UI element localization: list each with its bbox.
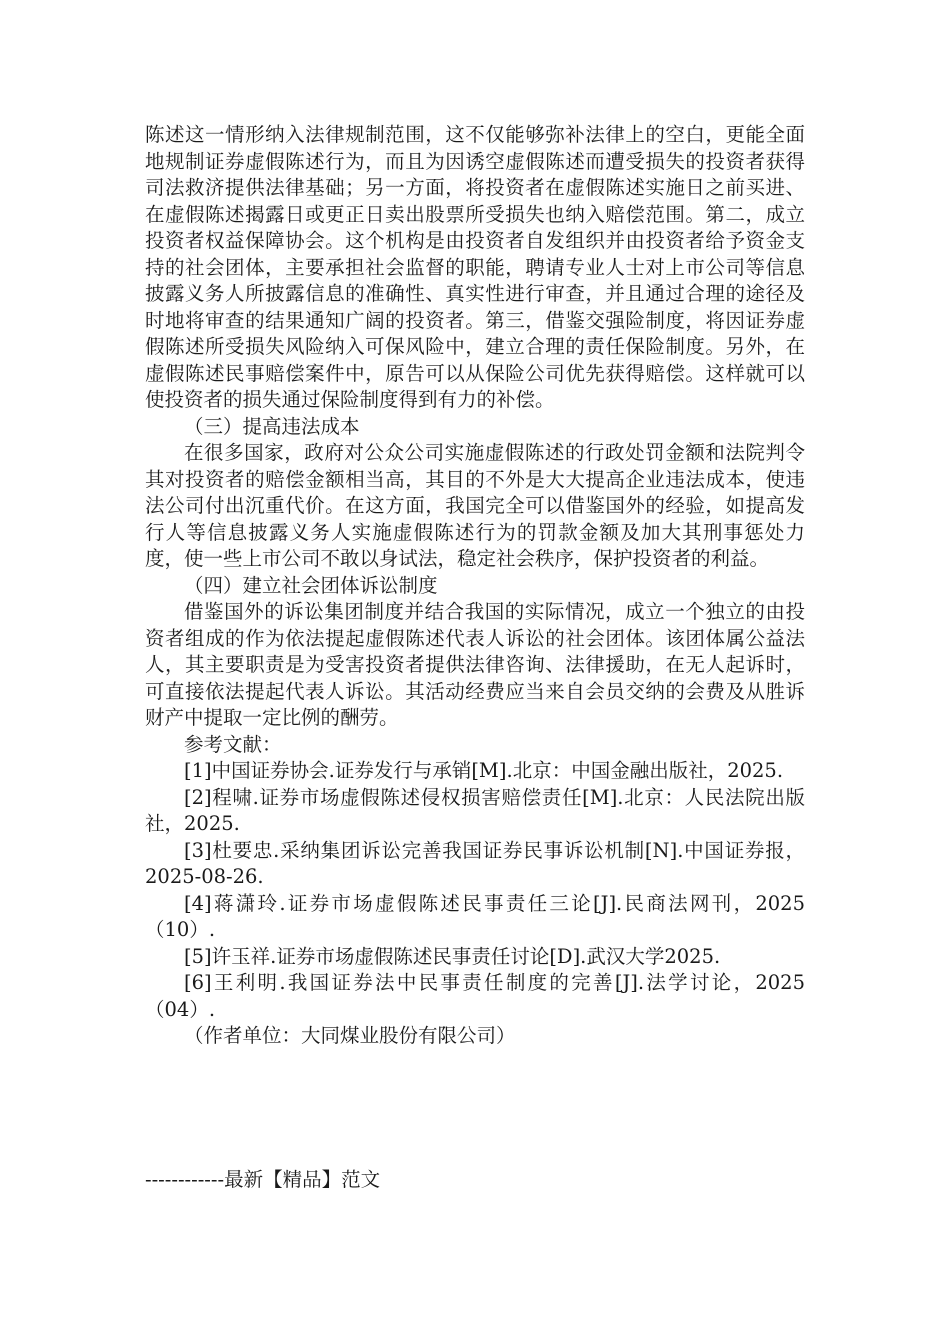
section-heading-4: （四）建立社会团体诉讼制度	[184, 573, 438, 597]
reference-item-1: [1]中国证券协会.证券发行与承销[M].北京：中国金融出版社，2025.	[184, 759, 784, 782]
reference-item-5: [5]许玉祥.证券市场虚假陈述民事责任讨论[D].武汉大学2025.	[184, 944, 721, 968]
paragraph-2: 在很多国家，政府对公众公司实施虚假陈述的行政处罚金额和法院判令其对投资者的赔偿金额相当高，其目的不外是大大提高企业违法成本，使违法公司付出沉重代价。在这方面，我国完全可以借鉴国外的经验，如提高发行人等信息披露义务人实施虚假陈述行为的罚款金额及加大其刑事惩处力度，使一些上市公司不敢以身试法，稳定社会秩序，保护投资者的利益。	[145, 441, 805, 570]
reference-item-2: [2]程啸.证券市场虚假陈述侵权损害赔偿责任[M].北京：人民法院出版社，2025.	[145, 785, 805, 835]
document-body	[145, 122, 805, 1050]
references-title: 参考文献：	[184, 732, 282, 756]
section-heading-3: （三）提高违法成本	[184, 414, 360, 438]
paragraph-1: 陈述这一情形纳入法律规制范围，这不仅能够弥补法律上的空白，更能全面地规制证券虚假陈述行为，而且为因诱空虚假陈述而遭受损失的投资者获得司法救济提供法律基础；另一方面，将投资者在虚假陈述实施日之前买进、在虚假陈述揭露日或更正日卖出股票所受损失也纳入赔偿范围。第二，成立投资者权益保障协会。这个机构是由投资者自发组织并由投资者给予资金支持的社会团体，主要承担社会监督的职能，聘请专业人士对上市公司等信息披露义务人所披露信息的准确性、真实性进行审查，并且通过合理的途径及时地将审查的结果通知广阔的投资者。第三，借鉴交强险制度，将因证券虚假陈述所受损失风险纳入可保风险中，建立合理的责任保险制度。另外，在虚假陈述民事赔偿案件中，原告可以从保险公司优先获得赔偿。这样就可以使投资者的损失通过保险制度得到有力的补偿。	[145, 123, 805, 411]
paragraph-3: 借鉴国外的诉讼集团制度并结合我国的实际情况，成立一个独立的由投资者组成的作为依法提起虚假陈述代表人诉讼的社会团体。该团体属公益法人，其主要职责是为受害投资者提供法律咨询、法律援助，在无人起诉时，可直接依法提起代表人诉讼。其活动经费应当来自会员交纳的会费及从胜诉财产中提取一定比例的酬劳。	[145, 600, 805, 729]
reference-item-3: [3]杜要忠.采纳集团诉讼完善我国证券民事诉讼机制[N].中国证券报，2025-08-26.	[145, 838, 805, 888]
reference-item-4: [4]蒋潇玲.证券市场虚假陈述民事责任三论[J].民商法网刊，2025（10）.	[145, 891, 805, 941]
author-unit: （作者单位：大同煤业股份有限公司）	[184, 1024, 516, 1047]
footer-text: ------------最新【精品】范文	[145, 1168, 381, 1191]
reference-item-6: [6]王利明.我国证券法中民事责任制度的完善[J].法学讨论，2025（04）.	[145, 971, 805, 1021]
